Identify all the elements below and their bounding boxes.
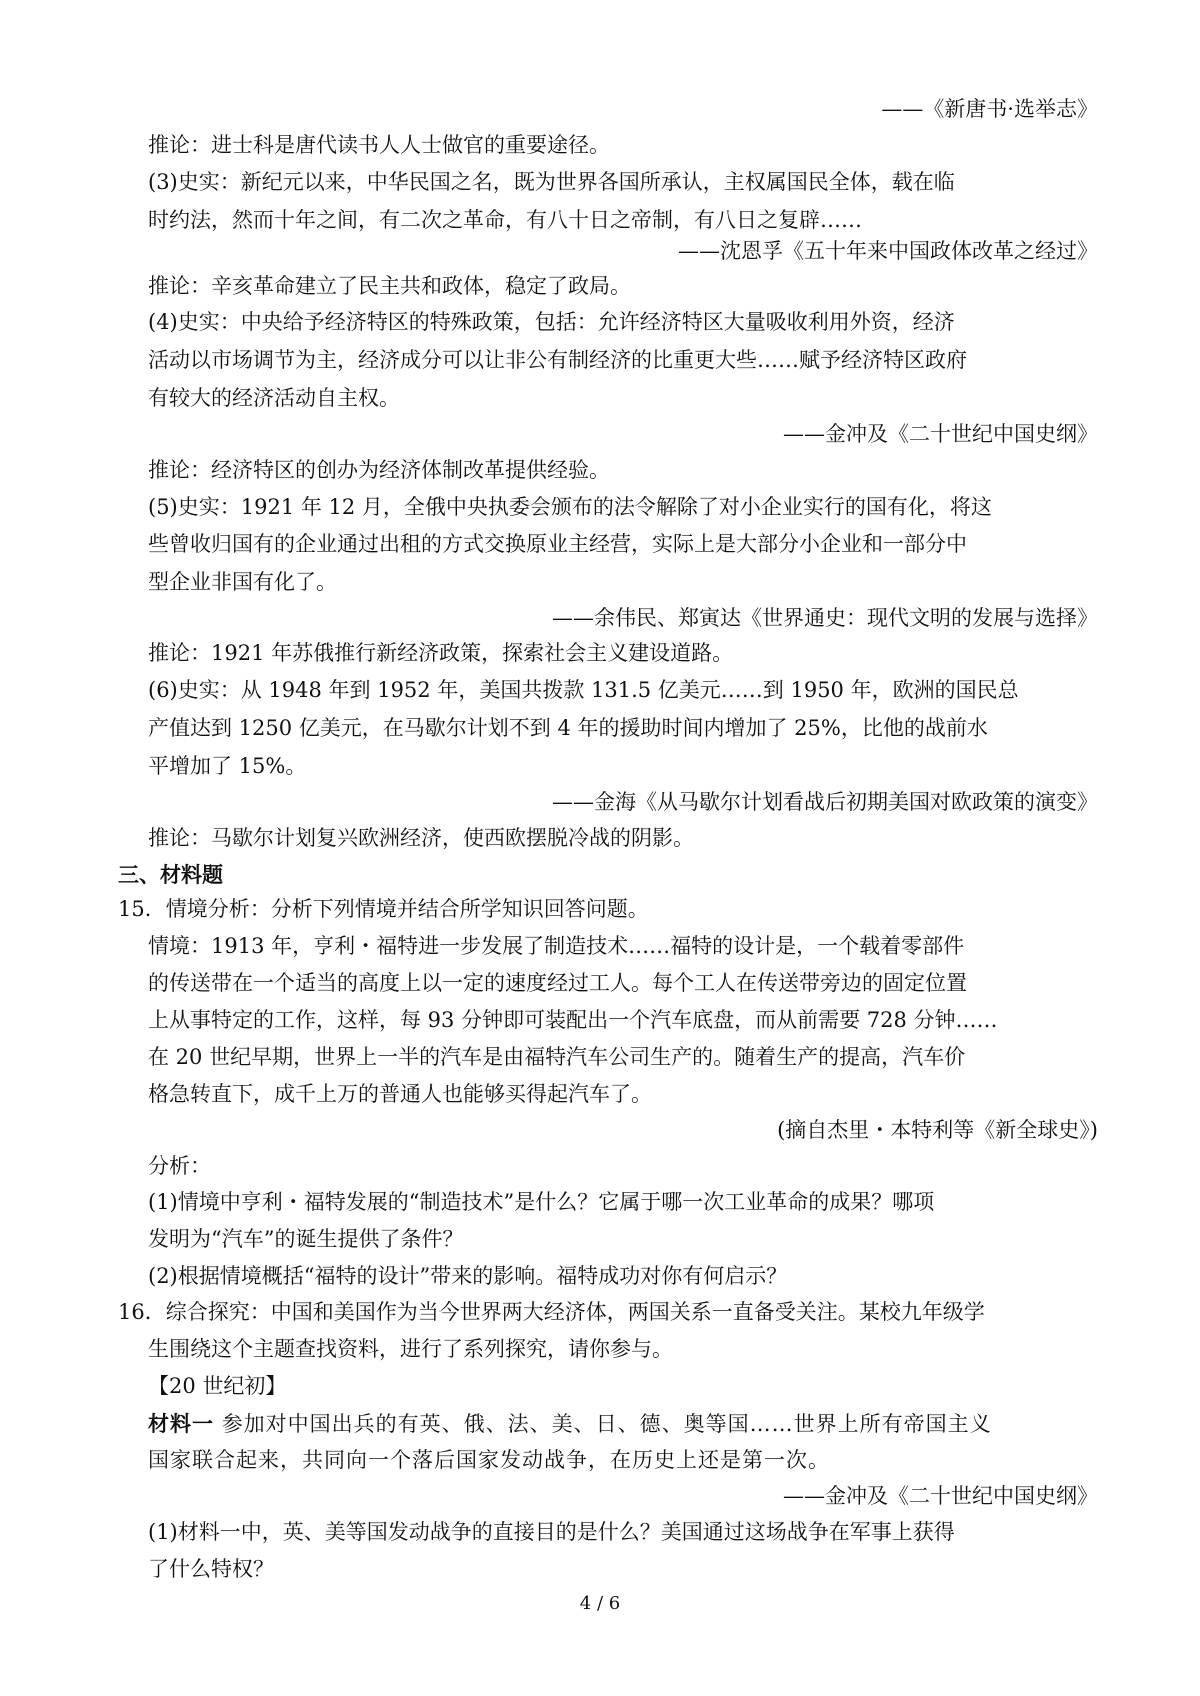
sub-question: (1)材料一中，英、美等国发动战争的直接目的是什么？美国通过这场战争在军事上获得 (148, 1520, 955, 1544)
section-heading: 三、材料题 (118, 862, 223, 887)
inference-text: 推论：辛亥革命建立了民主共和政体，稳定了政局。 (148, 274, 631, 298)
sub-question: (1)情境中亨利・福特发展的“制造技术”是什么？它属于哪一次工业革命的成果？哪项 (148, 1190, 935, 1214)
question-16-stem: 16．综合探究：中国和美国作为当今世界两大经济体，两国关系一直备受关注。某校九年级学 (118, 1300, 985, 1324)
source-citation: ——余伟民、郑寅达《世界通史：现代文明的发展与选择》 (552, 606, 1098, 630)
inference-text: 推论：马歇尔计划复兴欧洲经济，使西欧摆脱冷战的阴影。 (148, 826, 694, 850)
source-citation: (摘自杰里・本特利等《新全球史》) (777, 1118, 1098, 1142)
analysis-label: 分析： (148, 1154, 211, 1178)
historical-fact: 时约法，然而十年之间，有二次之革命，有八十日之帝制，有八日之复辟…… (148, 208, 862, 232)
historical-fact: 型企业非国有化了。 (148, 570, 337, 594)
sub-question: 发明为“汽车”的诞生提供了条件？ (148, 1227, 464, 1251)
historical-fact: (4)史实：中央给予经济特区的特殊政策，包括：允许经济特区大量吸收利用外资，经济 (148, 310, 955, 334)
scenario-text: 上从事特定的工作，这样，每 93 分钟即可装配出一个汽车底盘，而从前需要 728 分钟…… (148, 1008, 998, 1032)
historical-fact: (6)史实：从 1948 年到 1952 年，美国共拨款 131.5 亿美元……到 1950 年，欧洲的国民总 (148, 678, 1019, 702)
material-text (148, 1413, 992, 1435)
material-text: 国家联合起来，共同向一个落后国家发动战争，在历史上还是第一次。 (148, 1448, 830, 1472)
historical-fact: 产值达到 1250 亿美元，在马歇尔计划不到 4 年的援助时间内增加了 25%，比他的战前水 (148, 716, 988, 740)
historical-fact: (3)史实：新纪元以来，中华民国之名，既为世界各国所承认，主权属国民全体，载在临 (148, 170, 955, 194)
inference-text: 推论：进士科是唐代读书人人士做官的重要途径。 (148, 133, 610, 157)
source-citation: ——金冲及《二十世纪中国史纲》 (783, 422, 1098, 446)
inference-text: 推论：1921 年苏俄推行新经济政策，探索社会主义建设道路。 (148, 641, 734, 665)
scenario-text: 的传送带在一个适当的高度上以一定的速度经过工人。每个工人在传送带旁边的固定位置 (148, 971, 967, 995)
scenario-text: 在 20 世纪早期，世界上一半的汽车是由福特汽车公司生产的。随着生产的提高，汽车价 (148, 1045, 966, 1069)
material-text-line: 参加对中国出兵的有英、俄、法、美、日、德、奥等国……世界上所有帝国主义 (221, 1412, 992, 1436)
source-citation: ——《新唐书·选举志》 (881, 97, 1098, 121)
sub-question: (2)根据情境概括“福特的设计”带来的影响。福特成功对你有何启示？ (148, 1264, 788, 1288)
historical-fact: 平增加了 15%。 (148, 754, 307, 778)
inference-text: 推论：经济特区的创办为经济体制改革提供经验。 (148, 458, 610, 482)
sub-question: 了什么特权？ (148, 1557, 274, 1581)
question-15-stem: 15．情境分析：分析下列情境并结合所学知识回答问题。 (118, 897, 649, 921)
scenario-text: 情境：1913 年，亨利・福特进一步发展了制造技术……福特的设计是，一个载着零部件 (148, 934, 965, 958)
material-label: 材料一 (148, 1411, 214, 1436)
historical-fact: (5)史实：1921 年 12 月，全俄中央执委会颁布的法令解除了对小企业实行的国有化，将这 (148, 495, 992, 519)
historical-fact: 活动以市场调节为主，经济成分可以让非公有制经济的比重更大些……赋予经济特区政府 (148, 348, 967, 372)
historical-fact: 些曾收归国有的企业通过出租的方式交换原业主经营，实际上是大部分小企业和一部分中 (148, 532, 967, 556)
source-citation: ——金冲及《二十世纪中国史纲》 (783, 1484, 1098, 1508)
page-number: 4 / 6 (579, 1593, 621, 1614)
source-citation: ——沈恩孚《五十年来中国政体改革之经过》 (678, 239, 1098, 263)
scenario-text: 格急转直下，成千上万的普通人也能够买得起汽车了。 (148, 1082, 652, 1106)
source-citation: ——金海《从马歇尔计划看战后初期美国对欧政策的演变》 (552, 790, 1098, 814)
era-label: 【20 世纪初】 (148, 1374, 287, 1398)
historical-fact: 有较大的经济活动自主权。 (148, 386, 400, 410)
question-16-stem: 生围绕这个主题查找资料，进行了系列探究，请你参与。 (148, 1337, 673, 1361)
